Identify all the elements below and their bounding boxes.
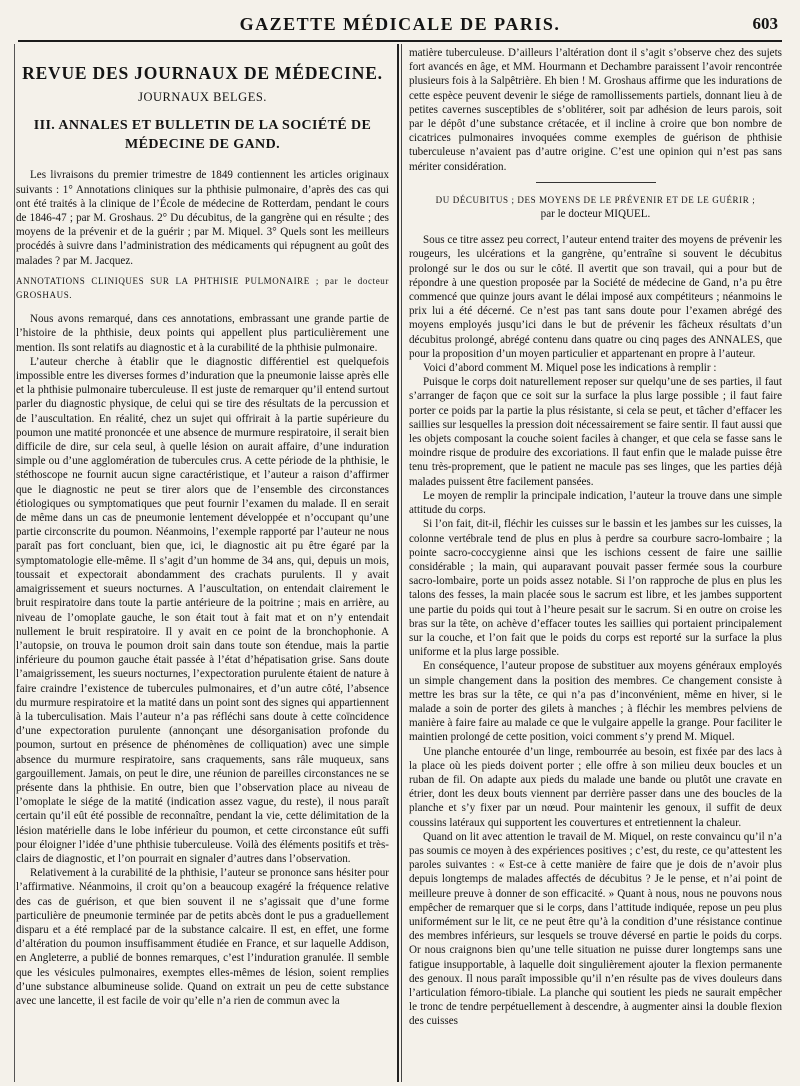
paragraph-continued: matière tuberculeuse. D’ailleurs l’altération dont il s’agit s’observe chez des sujets fort avancés en âge, et MM. Hourmann et Dechambre paraissent l’avoir rencontrée plusieurs fois à la Salpêtrière. Eh bien ! M. Groshaus affirme que les indurations de cette espèce peuvent devenir le siége de ramollissements partiels, donnant lieu à de petites cavernes susceptibles de s’oblitérer, soit par adhésion de leurs parois, soit par le dépôt d’une substance crétacée, et il incline à croire que bon nombre de cicatrices pulmonaires invoquées comme exemples de guérison de phthisie tuberculeuse n’avaient pas d’autre origine. C’est une opinion qui n’est pas sans mériter considération. — [409, 47, 782, 173]
article-heading-line-2: par le docteur MIQUEL. — [540, 208, 651, 221]
paragraph: Quand on lit avec attention le travail de M. Miquel, on reste convaincu qu’il n’a pas soumis ce moyen à des expériences positives ; c’est, du reste, ce qu’attestent les paroles suivantes : « Est-ce à cette manière de faire que je dois de n’avoir plus depuis longtemps de malades affectés de décubitus ? Je le pense, et n’ai point de meilleure preuve à donner de son efficacité. » Quant à nous, nous ne pouvons nous empêcher de remarquer que si le corps, dans l’attitude indiquée, repose un peu plus uniformément sur le lit, ce ne peut être qu’à la condition d’une résistance continue des membres inférieurs, sur lesquels se trouve déversé en partie le poids du corps. Or nous craignons bien qu’une telle situation ne puisse durer longtemps sans une fatigue insupportable, à laquelle doit singulièrement ajouter la flexion permanente des genoux. Il nous paraît impossible qu’il n’en résulte pas de vives douleurs dans l’articulation fémoro-tibiale. La planche qui soutient les pieds ne saurait empêcher le tronc de tendre perpétuellement à descendre, à augmenter ainsi la double flexion des cuisses — [409, 830, 782, 1028]
paragraph: Puisque le corps doit naturellement reposer sur quelqu’une de ses parties, il faut s’arranger de façon que ce soit sur la surface la plus large possible ; il faut faire porter ce poids par la partie la plus résistante, si cela se peut, et tâcher d’effacer les saillies sur lesquelles la pression doit nécessairement se faire sentir. Il faut aussi que les objets composant la couche soient faciles à changer, et que cela se fasse sans le moindre risque de produire des excoriations. Il faut enfin que le malade puisse être tenu très-proprement, que le patient ne macule pas ses linges, que les parties déjà malades puissent être facilement pansées. — [409, 376, 782, 488]
paragraph: En conséquence, l’auteur propose de substituer aux moyens généraux employés un simple changement dans la position des membres. Ce changement consiste à mettre les bras sur la tête, ce qui n’a pas d’inconvénient, même en hiver, si le malade a soin de porter des gilets à manches ; à fléchir les membres pelviens de manière à faire faire au malade ce que le vulgaire appelle la grange. Pour faciliter le maintien prolongé de cette position, voici comment s’y prend M. Miquel. — [409, 660, 782, 744]
section-title: REVUE DES JOURNAUX DE MÉDECINE. — [22, 63, 383, 83]
article-heading-groshaus: ANNOTATIONS CLINIQUES SUR LA PHTHISIE PULMONAIRE ; par le docteur GROSHAUS. — [16, 275, 389, 301]
journal-title-line-1: III. ANNALES ET BULLETIN DE LA SOCIÉTÉ DE — [33, 118, 372, 134]
journal-title — [16, 116, 389, 154]
subsection-title: JOURNAUX BELGES. — [138, 90, 267, 105]
article-heading-line-1: DU DÉCUBITUS ; DES MOYENS DE LE PRÉVENIR ET DE LE GUÉRIR ; — [435, 194, 756, 205]
column-divider — [397, 44, 399, 1082]
paragraph: Relativement à la curabilité de la phthisie, l’auteur se prononce sans hésiter pour l’affirmative. Néanmoins, il croit qu’on a beaucoup exagéré la fréquence relative des cas de guérison, et que bien souvent il ne s’agissait que d’une forme particulière de pneumonie terminée par de petits abcès dont le pus a graduellement disparu et a été remplacé par de la substance calcaire. Il est, en effet, une forme d’altération du poumon insuffisamment étudiée en France, et sur laquelle Addison, en Angleterre, a publié de bonnes remarques, c’est l’induration granulée. Il semble que les vésicules pulmonaires, exemptes elles-mêmes de lésion, soient remplies d’une substance albumineuse solide. Quand on extrait un peu de cette substance avec une lancette, il est facile de voir qu’elle n’a rien de commun avec la — [16, 867, 389, 1007]
journal-title-line-2: MÉDECINE DE GAND. — [125, 137, 280, 153]
column-divider-inner — [401, 44, 402, 1082]
article-separator — [536, 182, 656, 183]
paragraph: Le moyen de remplir la principale indication, l’auteur la trouve dans une simple attitude du corps. — [409, 489, 782, 517]
header-title: GAZETTE MÉDICALE DE PARIS. — [239, 14, 561, 34]
paragraph: Une planche entourée d’un linge, rembourrée au besoin, est fixée par des lacs à la place où les pieds doivent porter ; elle offre à son milieu deux boucles et un ruban de fil. On adapte aux pieds du malade une bande ou plutôt une cravate en étrier, dont les deux bouts viennent par derrière passer dans une des boucles de la planche et s’y fixer par un nœud. Pour maintenir les genoux, il suffit de deux coussins latéraux qui supportent les couvertures et entretiennent la chaleur. — [409, 745, 782, 829]
running-header — [18, 6, 782, 42]
paragraph: Nous avons remarqué, dans ces annotations, embrassant une grande partie de l’histoire de la phthisie, deux points qui appellent plus particulièrement une mention. Ils sont relatifs au diagnostic et à la curabilité de la phthisie pulmonaire. — [16, 313, 389, 354]
paragraph: L’auteur cherche à établir que le diagnostic différentiel est quelquefois impossible entre les diverses formes d’induration que la pneumonie laisse après elle et la phthisie pulmonaire tuberculeuse. Il est juste de remarquer qu’il entend surtout parler du diagnostic physique, de celui qui se tire des résultats de la percussion et de l’auscultation. En réalité, chez un sujet qui offrirait à la partie supérieure du poumon une matité prononcée et une absence de murmure respiratoire, il serait bien difficile de dire, sur cela seul, à quelle lésion on aurait affaire, d’une induration simple ou d’une agglomération de tubercules crus. A cette période de la phthisie, le stéthoscope ne fournit aucun signe caractéristique, et l’auteur a raison d’affirmer que le diagnostic ne peut se tirer alors que de l’ensemble des circonstances étiologiques ou symptomatiques que peut fournir l’examen du malade. Il en serait de même dans un cas de pneumonie lentement développée et n’occupant qu’une partie circonscrite du poumon. Néanmoins, l’exemple rapporté par l’auteur ne nous paraît pas fort concluant, bien que, ici, le diagnostic ait pu être égaré par la symptomatologie elle-même. Il s’agit d’un homme de 34 ans, qui, depuis un mois, toussait et expectorait abondamment des crachats purulents. Il y avait amaigrissement et sueurs nocturnes. A l’auscultation, on entendait clairement le bruit respiratoire dans toute la partie antérieure de la poitrine ; mais en arrière, au niveau de l’omoplate gauche, le son était tout à fait mat et on n’y entendait nullement le bruit respiratoire. Il y avait en ce point de la bronchophonie. A l’autopsie, on trouva le poumon droit sain dans toute son étendue, mais la partie inférieure du poumon gauche était passée à l’état d’hépatisation grise. Sans doute l’amaigrissement, les sueurs nocturnes, l’expectoration purulente étaient de nature à faire craindre l’existence de tubercules pulmonaires, et d’un autre côté, l’absence du murmure respiratoire et la matité dans un point sont des signes qui appartiennent à la tuberculisation. Mais l’auteur n’a pas réfléchi sans doute à cette coïncidence d’une expectoration purulente (annonçant une désorganisation profonde du poumon, surtout en présence de phénomènes de colliquation) avec une simple absence du murmure respiratoire, sans craquements, sans râle muqueux, sans gargouillement. Jamais, on peut le dire, une réunion de pareilles circonstances ne se présente dans la phthisie. En outre, bien que l’observation place au niveau de l’omoplate le siége de la matité (indication assez vague, du reste), il nous paraît certain qu’il eût été possible de reconnaître, pendant la vie, cette délimitation de la lésion matérielle dans le lobe inférieur du poumon, et cette circonstance eût suffi pour éloigner l’idée d’une phthisie tuberculeuse. Voilà des éléments positifs et très-clairs de diagnostic, et l’on pourrait en signaler d’autres dans l’observation. — [16, 355, 389, 865]
paragraph: Si l’on fait, dit-il, fléchir les cuisses sur le bassin et les jambes sur les cuisses, la colonne vertébrale tend de plus en plus à perdre sa courbure sacro-lombaire ; la pointe sacro-coccygienne ainsi que les ischions cessent de faire une saillie considérable ; la main, qui auparavant pouvait passer fermée sous la courbure sacro-lombaire, porte un poids assez notable. Si l’on rapproche de plus en plus les talons des fesses, la main placée sous le sacrum est libre, et les jambes supportent une partie du poids qui tout à l’heure pesait sur le sacrum. Si en outre on croise les bras sur la tête, on achève d’effacer toutes les saillies qui portaient principalement sur la couche, et l’on fait que le poids du corps est reporté sur la surface la plus uniforme et la plus large possible. — [409, 518, 782, 659]
paragraph: Sous ce titre assez peu correct, l’auteur entend traiter des moyens de prévenir les rougeurs, les ulcérations et la gangrène, qu’entraîne si souvent le décubitus prolongé sur le dos ou sur le côté. Il avertit que son travail, qui a pour but de répondre à une question proposée par la Société de médecine de Gand, n’a pu être commencé que quinze jours avant le délai imposé aux compétiteurs ; néanmoins le prix lui a été décerné. Ce n’est pas tant sans doute pour l’examen abrégé des moyens employés jusqu’ici dans le but de prévenir les fâcheux résultats d’un décubitus prolongé, abrégé contenu dans quatre ou cinq pages des ANNALES, que pour la proposition d’un moyen particulier et appartenant en propre à l’auteur. — [409, 234, 782, 360]
page-number: 603 — [752, 14, 778, 33]
left-column — [16, 44, 389, 1080]
right-column — [409, 46, 782, 1082]
header-rule — [18, 40, 782, 42]
intro-paragraph: Les livraisons du premier trimestre de 1849 contiennent les articles originaux suivants : 1° Annotations cliniques sur la phthisie pulmonaire, d’après des cas qui ont été traités à la clinique de l’École de médecine de Rotterdam, pendant le cours de 1846-47 ; par M. Groshaus. 2° Du décubitus, de la gangrène qui en résulte ; des moyens de la prévenir et de la guérir ; par M. Miquel. 3° Quels sont les meilleurs procédés à suivre dans l’administration des médicaments qui répugnent au goût des malades ? par M. Jacquez. — [16, 169, 389, 267]
article-heading-miquel — [409, 193, 782, 221]
paragraph: Voici d’abord comment M. Miquel pose les indications à remplir : — [423, 362, 717, 375]
